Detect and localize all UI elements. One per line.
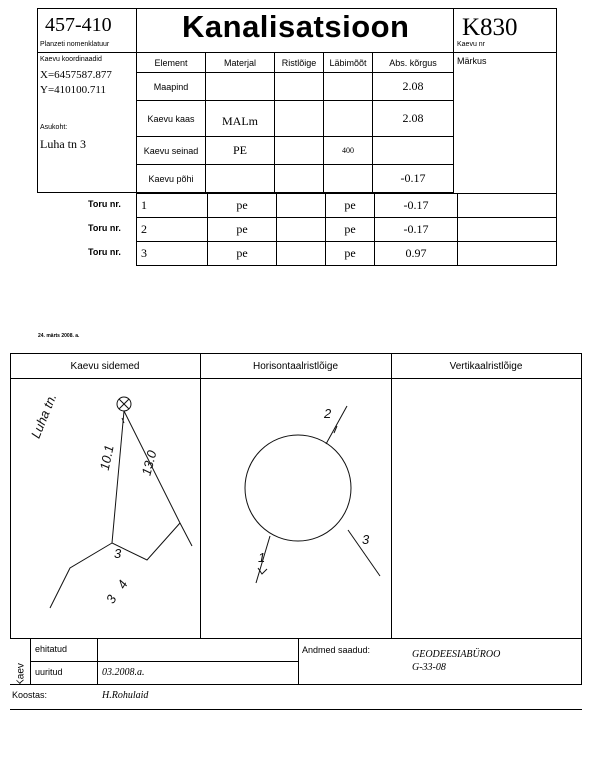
row-element: Kaevu kaas bbox=[137, 101, 206, 137]
street-note: Luha tn. bbox=[27, 391, 60, 441]
coords-label: Kaevu koordinaadid bbox=[40, 56, 102, 63]
table-row bbox=[137, 73, 454, 101]
pipe-material: pe bbox=[208, 242, 277, 266]
built-label: ehitatud bbox=[35, 644, 68, 654]
pipe-row bbox=[137, 242, 557, 266]
table-row bbox=[137, 101, 454, 137]
data-source-label: Andmed saadud: bbox=[302, 645, 371, 655]
element-table bbox=[136, 52, 454, 193]
col-header-cross-section: Ristlõige bbox=[275, 53, 324, 73]
surveyed-label: uuritud bbox=[35, 667, 63, 677]
pipe-label: Toru nr. bbox=[88, 247, 121, 257]
pipe-remarks bbox=[458, 194, 557, 218]
pipe-4-label: 4 bbox=[114, 577, 131, 592]
location-value: Luha tn 3 bbox=[40, 137, 86, 151]
y-coordinate: Y=410100.711 bbox=[40, 84, 106, 96]
row-diameter bbox=[324, 101, 373, 137]
well-connections-sketch bbox=[10, 378, 200, 638]
row-cross bbox=[275, 73, 324, 101]
horizontal-pipe-1-label: 1 bbox=[258, 550, 266, 565]
horizontal-section-sketch bbox=[200, 378, 391, 638]
pipe-diameter: pe bbox=[326, 194, 375, 218]
pipe-number: 1 bbox=[137, 194, 208, 218]
row-height: -0.17 bbox=[373, 165, 454, 193]
header-horizontal-section: Horisontaalristlõige bbox=[252, 361, 339, 372]
col-header-element: Element bbox=[137, 53, 206, 73]
pipe-remarks bbox=[458, 218, 557, 242]
pipe-diameter: pe bbox=[326, 242, 375, 266]
pipe-remarks bbox=[458, 242, 557, 266]
pipe-3-label: 3 bbox=[102, 592, 120, 606]
row-height: 2.08 bbox=[373, 101, 454, 137]
distance-b-label: 13.0 bbox=[138, 448, 160, 478]
col-header-diameter: Läbimõõt bbox=[324, 53, 373, 73]
pipe-diameter: pe bbox=[326, 218, 375, 242]
row-material bbox=[206, 165, 275, 193]
pipe-label: Toru nr. bbox=[88, 199, 121, 209]
pipe-material: pe bbox=[208, 194, 277, 218]
pipe-height: -0.17 bbox=[375, 218, 458, 242]
row-material: MALm bbox=[206, 101, 275, 137]
pipe-material: pe bbox=[208, 218, 277, 242]
data-source-company: GEODEESIABÜROO bbox=[412, 649, 501, 660]
pipe-row bbox=[137, 218, 557, 242]
x-coordinate: X=6457587.877 bbox=[40, 69, 112, 81]
row-cross bbox=[275, 137, 324, 165]
table-row bbox=[137, 137, 454, 165]
header-vertical-section: Vertikaalristlõige bbox=[449, 361, 523, 372]
row-cross bbox=[275, 101, 324, 137]
row-element: Maapind bbox=[137, 73, 206, 101]
horizontal-pipe-3-label: 3 bbox=[362, 532, 370, 547]
row-element: Kaevu põhi bbox=[137, 165, 206, 193]
col-header-abs-height: Abs. kõrgus bbox=[373, 53, 454, 73]
pipe-cross bbox=[277, 242, 326, 266]
pipe-row bbox=[137, 194, 557, 218]
pipe-height: -0.17 bbox=[375, 194, 458, 218]
nomenclature: 457-410 bbox=[45, 14, 112, 36]
nomenclature-label: Planzeti nomenklatuur bbox=[40, 41, 110, 48]
col-header-material: Materjal bbox=[206, 53, 275, 73]
pipe-height: 0.97 bbox=[375, 242, 458, 266]
row-material: PE bbox=[206, 137, 275, 165]
page-title: Kanalisatsioon bbox=[182, 9, 410, 44]
distance-a-label: 10.1 bbox=[96, 443, 117, 472]
well-circle bbox=[245, 435, 351, 541]
row-height bbox=[373, 137, 454, 165]
row-cross bbox=[275, 165, 324, 193]
row-element: Kaevu seinad bbox=[137, 137, 206, 165]
data-source-code: G-33-08 bbox=[412, 662, 446, 673]
well-side-label: Kaev bbox=[15, 663, 27, 686]
remarks-label: Märkus bbox=[457, 56, 487, 66]
pipe-cross bbox=[277, 218, 326, 242]
table-row bbox=[137, 165, 454, 193]
author-value: H.Rohulaid bbox=[102, 690, 149, 701]
row-diameter: 400 bbox=[324, 137, 373, 165]
pipe-number: 3 bbox=[137, 242, 208, 266]
document-date: 24. märts 2008. a. bbox=[38, 333, 80, 339]
row-diameter bbox=[324, 73, 373, 101]
location-label: Asukoht: bbox=[40, 124, 68, 131]
row-height: 2.08 bbox=[373, 73, 454, 101]
well-number: K830 bbox=[462, 14, 518, 41]
surveyed-value: 03.2008.a. bbox=[102, 667, 145, 678]
house-label: 3 bbox=[114, 546, 122, 561]
pipes-table bbox=[136, 193, 557, 266]
row-material bbox=[206, 73, 275, 101]
author-label: Koostas: bbox=[12, 690, 48, 700]
pipe-label: Toru nr. bbox=[88, 223, 121, 233]
well-number-label: Kaevu nr bbox=[457, 41, 486, 48]
header-well-connections: Kaevu sidemed bbox=[70, 361, 140, 372]
horizontal-pipe-2-label: 2 bbox=[324, 406, 332, 421]
row-diameter bbox=[324, 165, 373, 193]
pipe-cross bbox=[277, 194, 326, 218]
pipe-number: 2 bbox=[137, 218, 208, 242]
